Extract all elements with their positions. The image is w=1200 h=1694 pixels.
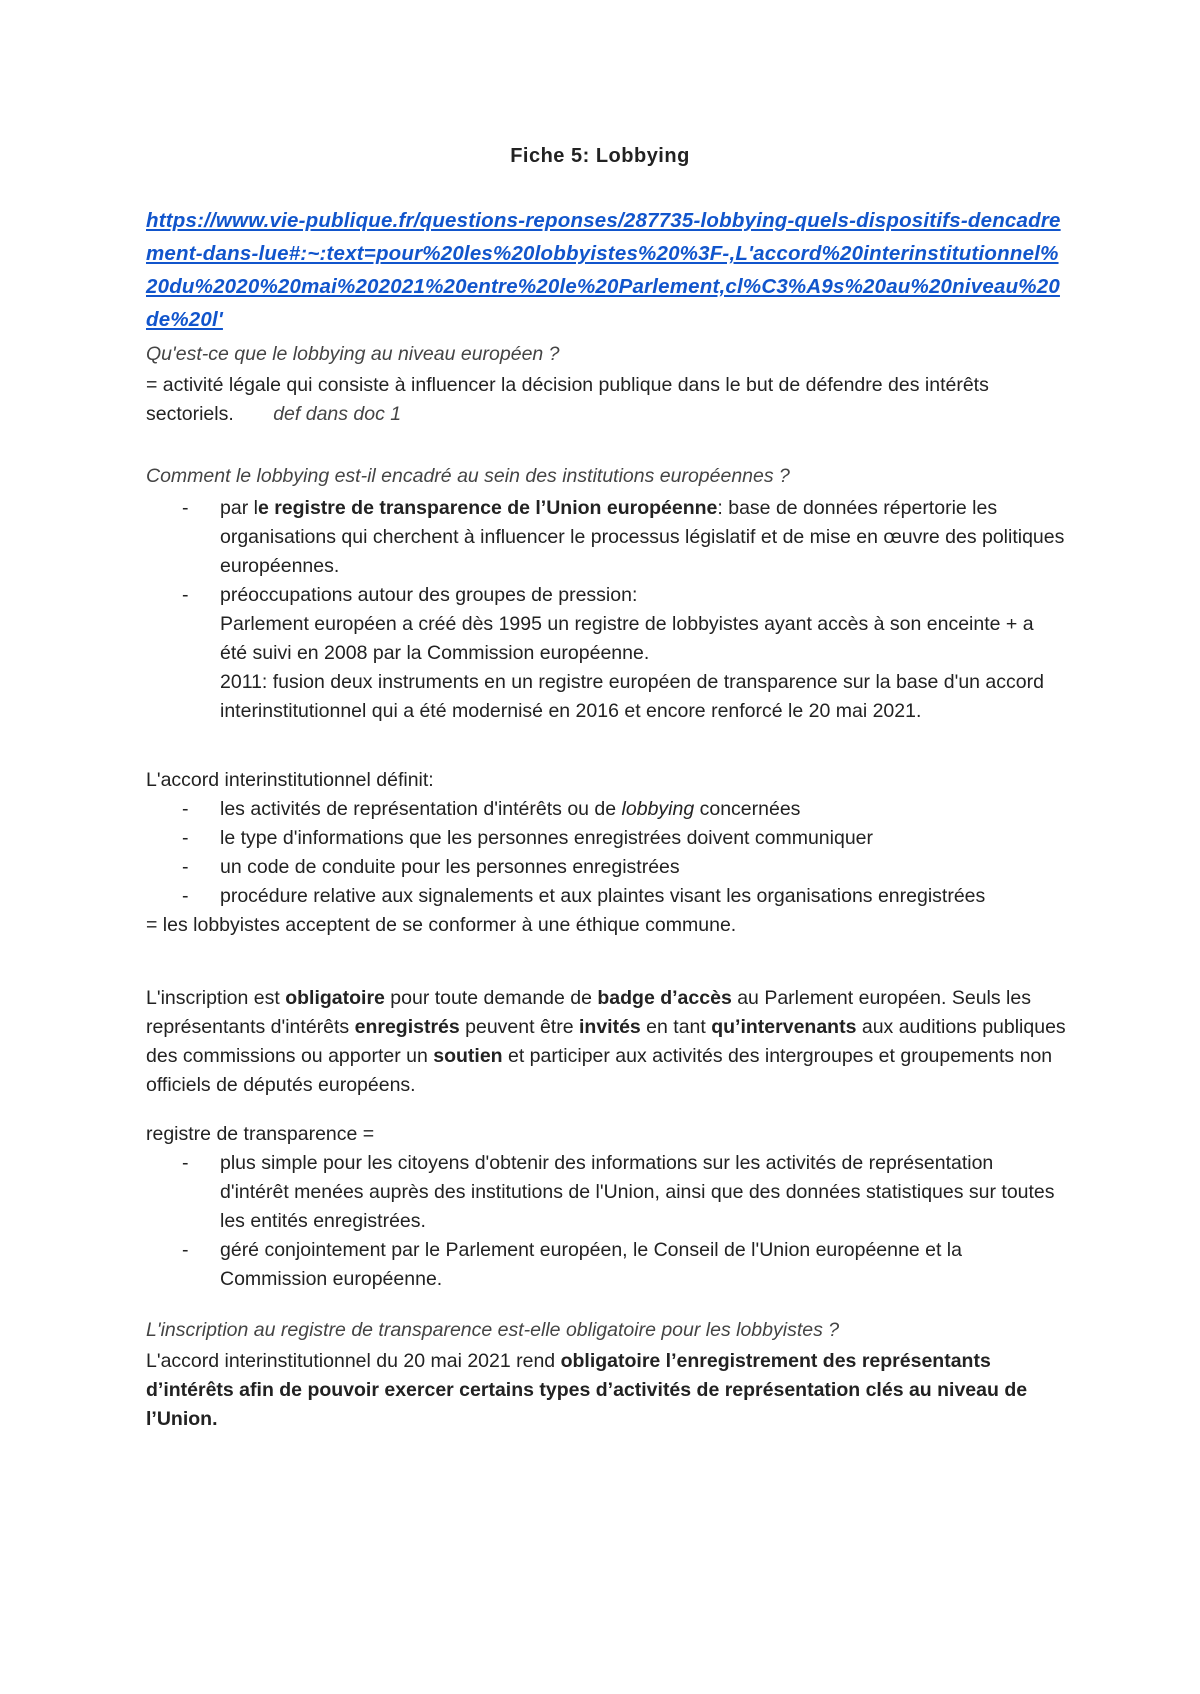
final-bold: obligatoire l’enregistrement des représentants d’intérêts afin de pouvoir exercer certains types d’activités de représentation clés au niveau de l’Union. (146, 1350, 1028, 1430)
final-text: L'accord interinstitutionnel du 20 mai 2021 rend (146, 1350, 561, 1372)
list-item-text: : base de données répertorie les organisations qui cherchent à influencer le processus législatif et de mise en œuvre des politiques européennes. (220, 497, 1065, 577)
inscription-paragraph: L'inscription est obligatoire pour toute demande de badge d’accès au Parlement européen. Seuls les représentants d'intérêts enregistrés peuvent être invités en tant qu’intervenants aux auditions publiques des commissions ou apporter un soutien et participer aux activités des intergroupes et groupements non officiels de députés européens. (146, 987, 1066, 1096)
question-1: Qu'est-ce que le lobbying au niveau européen ? (146, 343, 560, 365)
section-framework (146, 462, 1066, 726)
list-item-text: les activités de représentation d'intérêts ou de (220, 798, 622, 820)
registre-intro: registre de transparence = (146, 1123, 375, 1145)
list-item-text: concernées (694, 798, 801, 820)
section-definition (146, 340, 1066, 429)
section-registre (146, 1120, 1066, 1294)
answer-1-text: = activité légale qui consiste à influencer la décision publique dans le but de défendre des intérêts sectoriels. (146, 374, 989, 425)
list-item: - plus simple pour les citoyens d'obtenir des informations sur les activités de représentation d'intérêt menées auprès des institutions de l'Union, ainsi que des données statistiques sur toutes les entités enregistrées. (146, 1149, 1066, 1236)
accord-list (146, 795, 1066, 911)
list-item-line: Parlement européen a créé dès 1995 un registre de lobbyistes ayant accès à son enceinte + a été suivi en 2008 par la Commission européenne. (220, 613, 1034, 664)
section-obligation (146, 1316, 1066, 1434)
source-link[interactable]: https://www.vie-publique.fr/questions-reponses/287735-lobbying-quels-dispositifs-dencadrement-dans-lue#:~:text=pour%20les%20lobbyistes%20%3F-,L'accord%20interinstitutionnel%20du%2020%20mai%202021%20entre%20le%20Parlement,cl%C3%A9s%20au%20niveau%20de%20l' (146, 209, 1061, 331)
section-accord (146, 766, 1066, 940)
accord-conclusion: = les lobbyistes acceptent de se conformer à une éthique commune. (146, 914, 737, 936)
list-item: - procédure relative aux signalements et aux plaintes visant les organisations enregistrées (146, 882, 1066, 911)
list-item-text: par l (220, 497, 258, 519)
list-item-italic: lobbying (621, 798, 695, 820)
registre-list (146, 1149, 1066, 1294)
answer-1-note: def dans doc 1 (273, 403, 402, 425)
list-item (146, 581, 1066, 726)
list-item-line: 2011: fusion deux instruments en un registre européen de transparence sur la base d'un accord interinstitutionnel qui a été modernisé en 2016 et encore renforcé le 20 mai 2021. (220, 671, 1044, 722)
list-item (146, 795, 1066, 824)
list-item: - un code de conduite pour les personnes enregistrées (146, 853, 1066, 882)
list-item: - le type d'informations que les personnes enregistrées doivent communiquer (146, 824, 1066, 853)
accord-intro: L'accord interinstitutionnel définit: (146, 769, 434, 791)
list-item-bold: e registre de transparence de l’Union européenne (257, 497, 718, 519)
question-3: L'inscription au registre de transparence est-elle obligatoire pour les lobbyistes ? (146, 1319, 840, 1341)
page-title: Fiche 5: Lobbying (510, 145, 690, 167)
question-2: Comment le lobbying est-il encadré au sein des institutions européennes ? (146, 465, 790, 487)
list-item (146, 494, 1066, 581)
list-item-line: - préoccupations autour des groupes de pression: (220, 584, 638, 606)
final-paragraph (146, 1347, 1066, 1434)
framework-list (146, 494, 1066, 726)
list-item: - géré conjointement par le Parlement européen, le Conseil de l'Union européenne et la Commission européenne. (146, 1236, 1066, 1294)
answer-1 (146, 371, 1066, 429)
section-inscription (146, 984, 1066, 1100)
